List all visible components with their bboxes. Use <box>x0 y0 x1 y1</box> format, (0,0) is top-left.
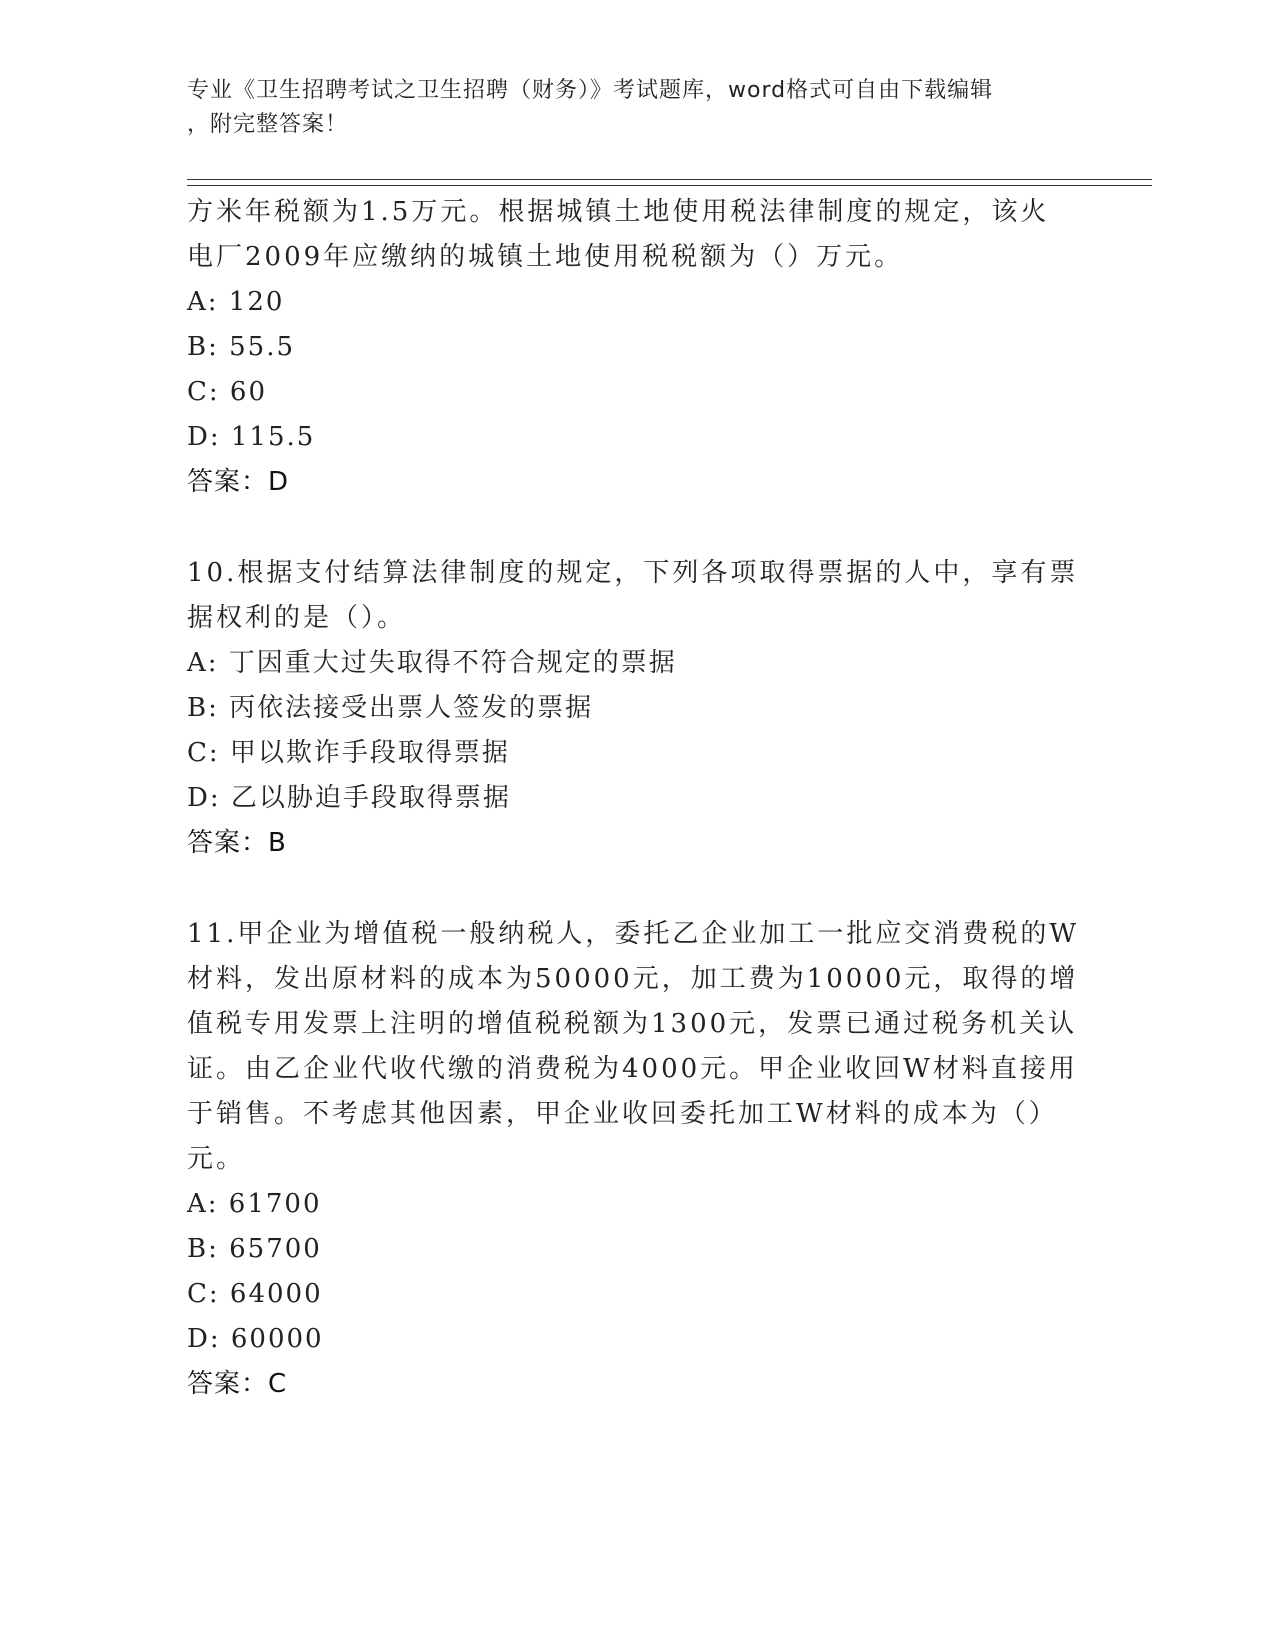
question-11-text-line: 元。 <box>187 1144 246 1174</box>
spacer <box>187 866 1087 912</box>
question-11-text-line: 值税专用发票上注明的增值税税额为1300元，发票已通过税务机关认 <box>187 1009 1078 1039</box>
question-11-text-line: 于销售。不考虑其他因素，甲企业收回委托加工W材料的成本为（） <box>187 1099 1058 1129</box>
question-10-option-c: C: 甲以欺诈手段取得票据 <box>187 738 510 768</box>
header-divider-bottom <box>187 185 1152 186</box>
question-11-text-line: 材料，发出原材料的成本为50000元，加工费为10000元，取得的增 <box>187 964 1079 994</box>
question-10-option-a: A: 丁因重大过失取得不符合规定的票据 <box>187 648 677 678</box>
question-9-answer: 答案：D <box>187 467 290 497</box>
question-10-answer: 答案：B <box>187 828 287 858</box>
header-divider-top <box>187 179 1152 180</box>
question-10 <box>187 551 1087 866</box>
question-11-option-b: B: 65700 <box>187 1234 322 1264</box>
spacer <box>187 505 1087 551</box>
question-9 <box>187 190 1087 505</box>
header-title-line-1: 专业《卫生招聘考试之卫生招聘（财务）》考试题库，word格式可自由下载编辑 <box>187 78 994 103</box>
question-9-text-line: 电厂2009年应缴纳的城镇土地使用税税额为（）万元。 <box>187 242 904 272</box>
question-9-option-b: B: 55.5 <box>187 332 296 362</box>
question-9-text-line: 方米年税额为1.5万元。根据城镇土地使用税法律制度的规定，该火 <box>187 197 1050 227</box>
question-11-answer: 答案：C <box>187 1369 288 1399</box>
question-11-option-a: A: 61700 <box>187 1189 322 1219</box>
question-10-option-d: D: 乙以胁迫手段取得票据 <box>187 783 511 813</box>
question-content <box>187 190 1087 1407</box>
question-11-text-line: 证。由乙企业代收代缴的消费税为4000元。甲企业收回W材料直接用 <box>187 1054 1078 1084</box>
question-9-option-d: D: 115.5 <box>187 422 316 452</box>
question-11 <box>187 912 1087 1407</box>
question-10-text-line: 据权利的是（）。 <box>187 603 407 633</box>
question-11-option-d: D: 60000 <box>187 1324 324 1354</box>
question-9-option-c: C: 60 <box>187 377 268 407</box>
header-title-line-2: ，附完整答案！ <box>187 112 349 137</box>
document-header <box>187 74 1087 142</box>
question-11-text-line: 11.甲企业为增值税一般纳税人，委托乙企业加工一批应交消费税的W <box>187 919 1080 949</box>
question-10-text-line: 10.根据支付结算法律制度的规定，下列各项取得票据的人中，享有票 <box>187 558 1079 588</box>
question-9-option-a: A: 120 <box>187 287 285 317</box>
question-10-option-b: B: 丙依法接受出票人签发的票据 <box>187 693 594 723</box>
question-11-option-c: C: 64000 <box>187 1279 323 1309</box>
